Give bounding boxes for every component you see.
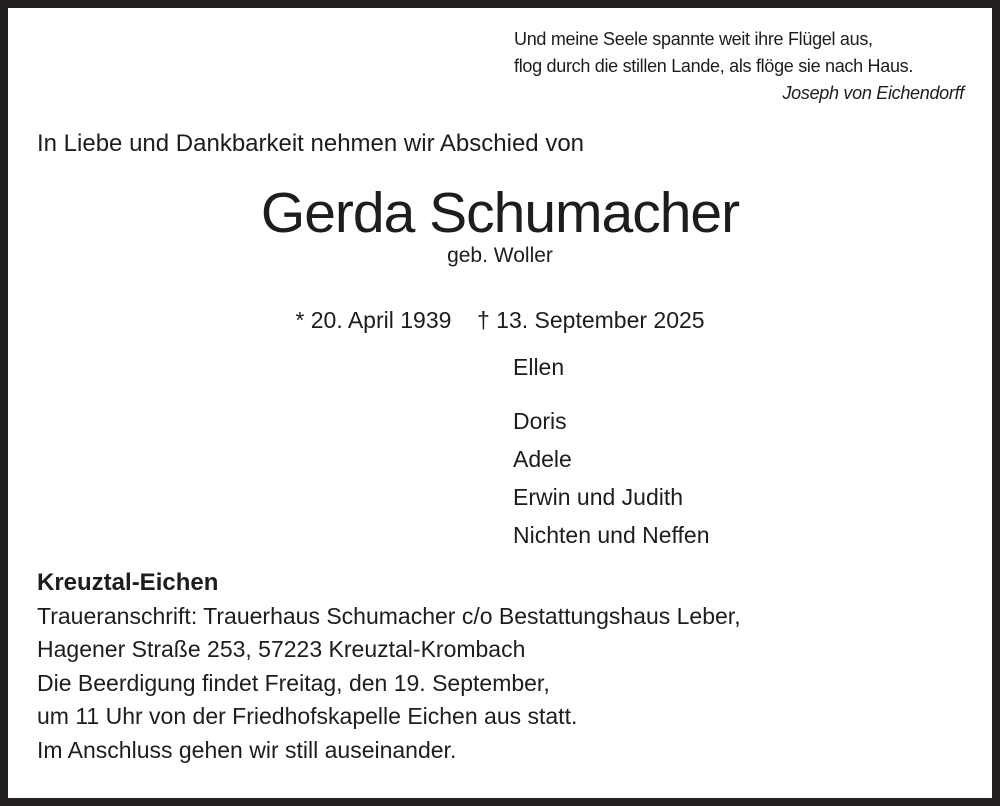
- intro-line: In Liebe und Dankbarkeit nehmen wir Abschied von: [37, 130, 585, 157]
- location-heading: Kreuztal-Eichen: [37, 569, 219, 596]
- quote-line-1: Und meine Seele spannte weit ihre Flügel aus,: [514, 29, 873, 49]
- birth-death-dates: * 20. April 1939 † 13. September 2025: [295, 307, 705, 333]
- funeral-time-line-2: um 11 Uhr von der Friedhofskapelle Eichen aus statt.: [37, 703, 578, 729]
- quote-block: [514, 26, 964, 107]
- deceased-name: Gerda Schumacher: [260, 181, 740, 245]
- mourner-name: Nichten und Neffen: [513, 522, 710, 548]
- mourners-list: [513, 348, 710, 554]
- mourner-name: Ellen: [513, 354, 565, 380]
- quote-attribution: Joseph von Eichendorff: [782, 83, 964, 103]
- mourner-name: Doris: [513, 408, 567, 434]
- mourner-name: Erwin und Judith: [513, 484, 684, 510]
- funeral-details: [37, 566, 741, 767]
- quote-line-2: flog durch die stillen Lande, als flöge sie nach Haus.: [514, 56, 914, 76]
- funeral-address-line-1: Traueranschrift: Trauerhaus Schumacher c/o Bestattungshaus Leber,: [37, 602, 741, 629]
- mourner-name: Adele: [513, 446, 572, 472]
- birth-name: geb. Woller: [447, 244, 553, 267]
- funeral-time-line-1: Die Beerdigung findet Freitag, den 19. September,: [37, 669, 550, 696]
- funeral-address-line-2: Hagener Straße 253, 57223 Kreuztal-Krombach: [37, 636, 526, 662]
- closing-line: Im Anschluss gehen wir still auseinander.: [37, 736, 457, 763]
